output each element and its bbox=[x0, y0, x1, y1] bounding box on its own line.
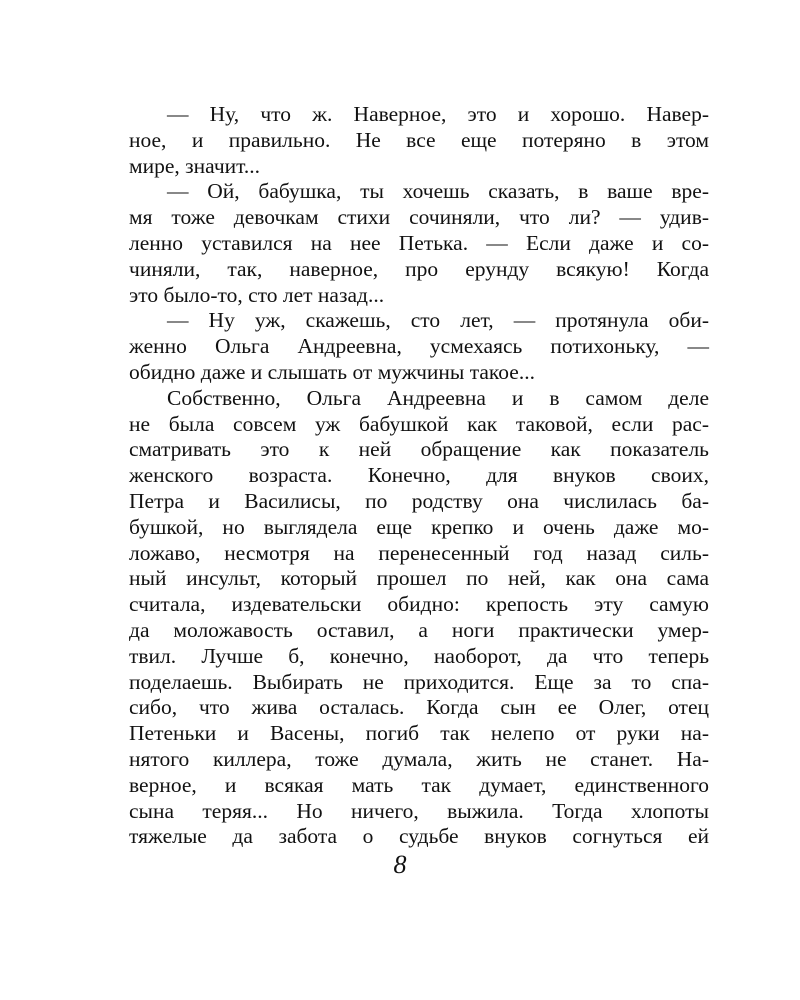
text-line: Собственно, Ольга Андреевна и в самом деле bbox=[167, 385, 709, 410]
text-line: сибо, что жива осталась. Когда сын ее Олег, отец bbox=[129, 695, 709, 720]
text-line: твил. Лучше б, конечно, наоборот, да что теперь bbox=[129, 643, 709, 668]
text-line: считала, издевательски обидно: крепость эту самую bbox=[129, 592, 709, 617]
text-line: тяжелые да забота о судьбе внуков согнуться ей bbox=[129, 824, 709, 849]
text-line: сматривать это к ней обращение как показатель bbox=[129, 437, 709, 462]
text-line: женского возраста. Конечно, для внуков своих, bbox=[129, 463, 709, 488]
text-line: верное, и всякая мать так думает, единственного bbox=[129, 772, 709, 797]
text-line: ное, и правильно. Не все еще потеряно в этом bbox=[129, 127, 709, 152]
text-line: поделаешь. Выбирать не приходится. Еще за то спа- bbox=[129, 669, 709, 694]
text-line: ный инсульт, который прошел по ней, как она сама bbox=[129, 566, 709, 591]
text-line: не была совсем уж бабушкой как таковой, если рас- bbox=[129, 411, 709, 436]
page-number: 8 bbox=[393, 850, 407, 879]
text-line: — Ну, что ж. Наверное, это и хорошо. Навер- bbox=[167, 102, 709, 126]
text-line: — Ну уж, скажешь, сто лет, — протянула оби- bbox=[167, 308, 709, 333]
text-line: сына теряя... Но ничего, выжила. Тогда хлопоты bbox=[129, 798, 709, 823]
text-line: Петра и Василисы, по родству она числилась ба- bbox=[129, 488, 709, 513]
text-line: Петеньки и Васены, погиб так нелепо от руки на- bbox=[129, 721, 709, 746]
text-line: ленно уставился на нее Петька. — Если даже и со- bbox=[129, 230, 709, 255]
text-line: нятого киллера, тоже думала, жить не станет. На- bbox=[129, 746, 709, 771]
text-line: мире, значит... bbox=[129, 153, 261, 178]
text-line: чиняли, так, наверное, про ерунду всякую! Когда bbox=[129, 256, 709, 281]
text-line: женно Ольга Андреевна, усмехаясь потихоньку, — bbox=[129, 334, 709, 359]
text-line: ложаво, несмотря на перенесенный год назад силь- bbox=[129, 540, 709, 565]
text-line: обидно даже и слышать от мужчины такое... bbox=[129, 359, 535, 384]
text-line: мя тоже девочкам стихи сочиняли, что ли? — удив- bbox=[129, 205, 709, 230]
text-line: да моложавость оставил, а ноги практически умер- bbox=[129, 617, 709, 642]
body-text bbox=[129, 102, 709, 850]
text-line: — Ой, бабушка, ты хочешь сказать, в ваше вре- bbox=[167, 179, 709, 204]
text-line: бушкой, но выглядела еще крепко и очень даже мо- bbox=[129, 514, 709, 539]
text-line: это было-то, сто лет назад... bbox=[129, 282, 385, 307]
